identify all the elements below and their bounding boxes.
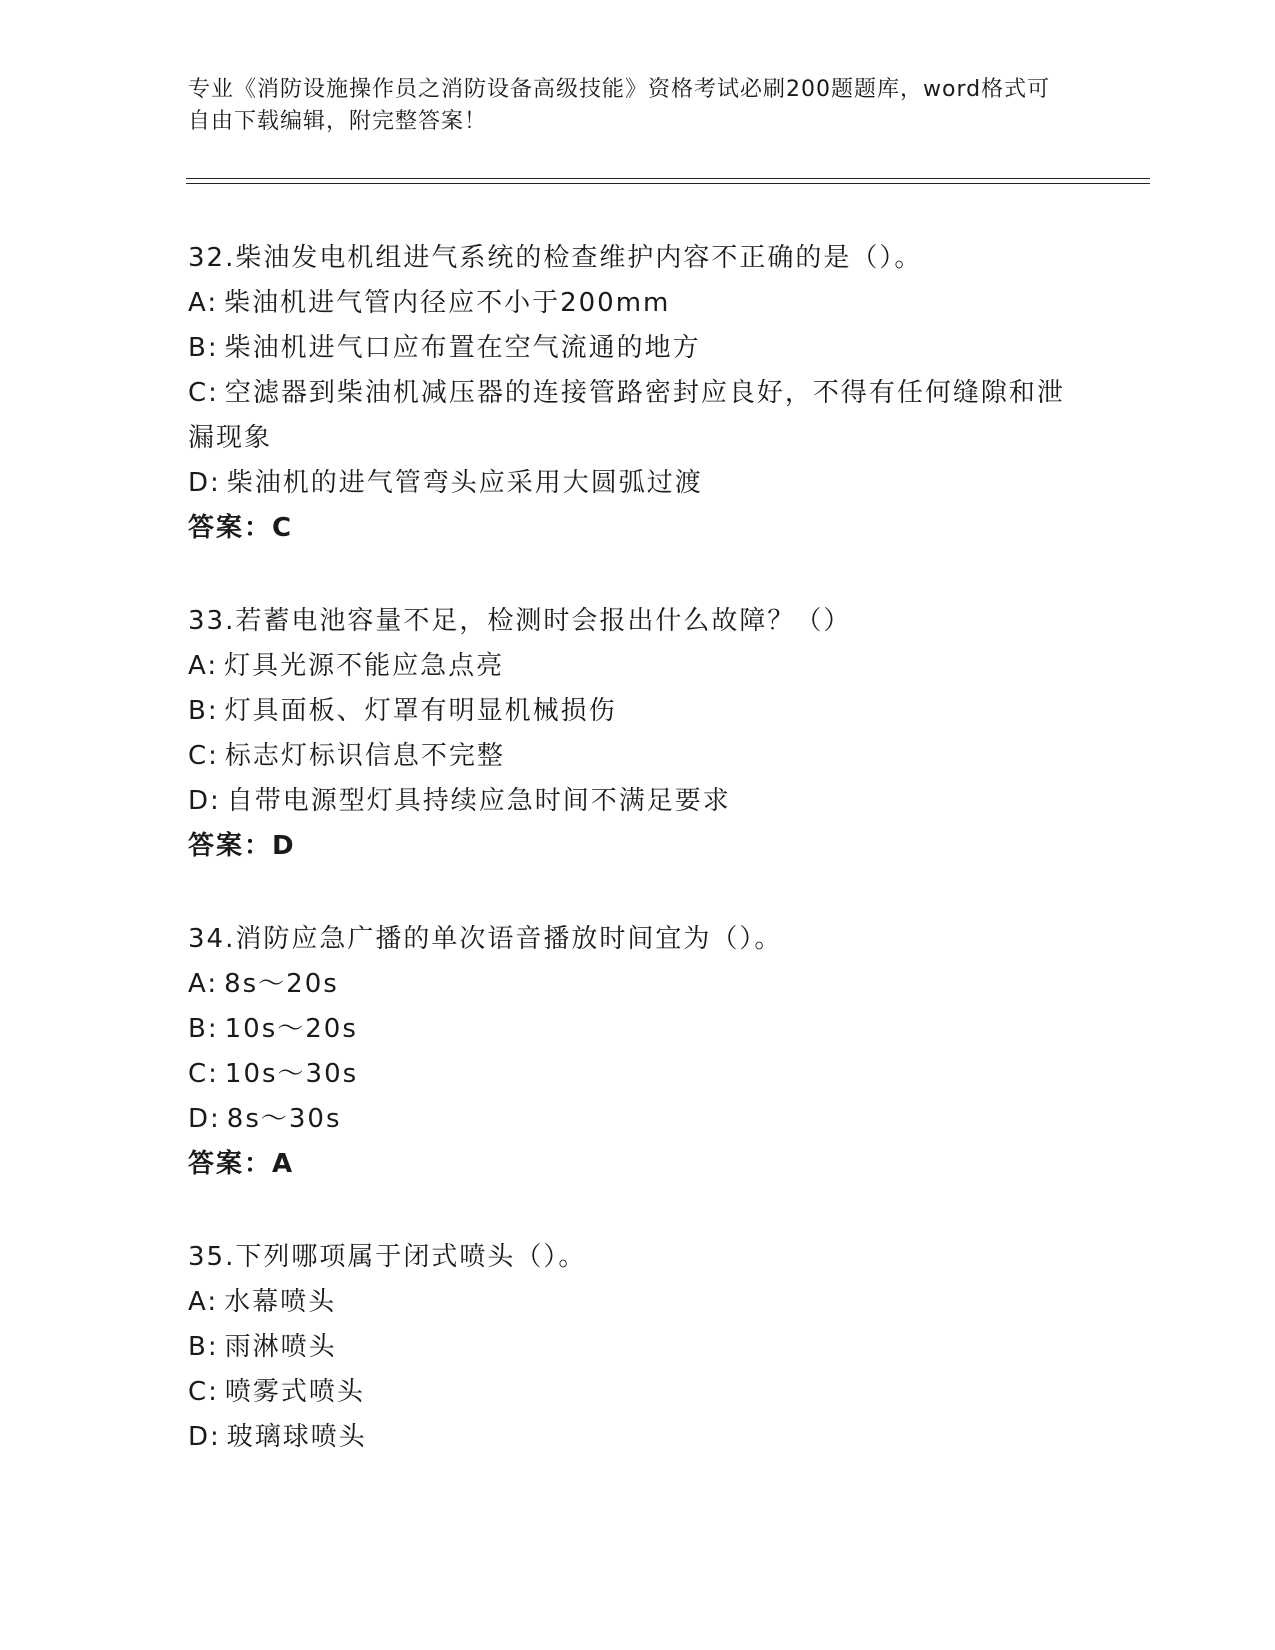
option-key: A:	[188, 288, 219, 318]
option-d	[188, 1415, 1088, 1460]
option-a	[188, 962, 1088, 1007]
option-text: 8s～20s	[224, 969, 339, 999]
option-key: D:	[188, 1104, 221, 1134]
option-a	[188, 644, 1088, 689]
question-33	[188, 599, 1088, 869]
option-key: C:	[188, 741, 219, 771]
header-divider-top	[186, 178, 1150, 179]
option-key: A:	[188, 651, 219, 681]
option-key: C:	[188, 1377, 219, 1407]
option-d	[188, 461, 1088, 506]
option-text: 10s～30s	[224, 1059, 359, 1089]
option-c	[188, 1370, 1088, 1415]
option-text: 雨淋喷头	[224, 1332, 337, 1362]
option-key: B:	[188, 333, 219, 363]
option-text: 空滤器到柴油机减压器的连接管路密封应良好，不得有任何缝隙和泄漏现象	[188, 378, 1065, 453]
option-key: A:	[188, 1287, 219, 1317]
option-a	[188, 281, 1088, 326]
answer-line: 答案：D	[188, 831, 296, 861]
option-b	[188, 1007, 1088, 1052]
option-b	[188, 689, 1088, 734]
question-stem: 32.柴油发电机组进气系统的检查维护内容不正确的是（）。	[188, 243, 923, 273]
option-key: C:	[188, 378, 219, 408]
option-text: 灯具光源不能应急点亮	[224, 651, 505, 681]
question-stem: 34.消防应急广播的单次语音播放时间宜为（）。	[188, 924, 783, 954]
option-d	[188, 1097, 1088, 1142]
question-32	[188, 236, 1088, 551]
option-a	[188, 1280, 1088, 1325]
option-text: 标志灯标识信息不完整	[224, 741, 505, 771]
option-text: 水幕喷头	[224, 1287, 337, 1317]
option-c	[188, 734, 1088, 779]
question-stem: 35.下列哪项属于闭式喷头（）。	[188, 1242, 587, 1272]
option-key: A:	[188, 969, 219, 999]
option-text: 自带电源型灯具持续应急时间不满足要求	[226, 786, 731, 816]
question-list	[188, 236, 1088, 1508]
option-text: 10s～20s	[224, 1014, 358, 1044]
answer-line: 答案：C	[188, 513, 294, 543]
option-key: D:	[188, 786, 221, 816]
option-b	[188, 1325, 1088, 1370]
option-c	[188, 1052, 1088, 1097]
option-c	[188, 371, 1088, 461]
question-34	[188, 917, 1088, 1187]
option-text: 柴油机的进气管弯头应采用大圆弧过渡	[226, 468, 703, 498]
option-key: B:	[188, 1332, 219, 1362]
option-key: D:	[188, 1422, 221, 1452]
document-header: 专业《消防设施操作员之消防设备高级技能》资格考试必刷200题题库，word格式可自由下载编辑，附完整答案！	[188, 77, 1051, 134]
option-text: 灯具面板、灯罩有明显机械损伤	[224, 696, 617, 726]
option-key: B:	[188, 696, 219, 726]
option-key: B:	[188, 1014, 219, 1044]
option-key: C:	[188, 1059, 219, 1089]
option-text: 柴油机进气口应布置在空气流通的地方	[224, 333, 701, 363]
option-b	[188, 326, 1088, 371]
option-key: D:	[188, 468, 221, 498]
option-text: 柴油机进气管内径应不小于200mm	[224, 288, 671, 318]
option-text: 玻璃球喷头	[226, 1422, 367, 1452]
option-d	[188, 779, 1088, 824]
option-text: 喷雾式喷头	[224, 1377, 365, 1407]
question-35	[188, 1235, 1088, 1460]
header-divider-bottom	[186, 183, 1150, 184]
answer-line: 答案：A	[188, 1149, 295, 1179]
question-stem: 33.若蓄电池容量不足，检测时会报出什么故障？（）	[188, 606, 852, 636]
option-text: 8s～30s	[226, 1104, 342, 1134]
